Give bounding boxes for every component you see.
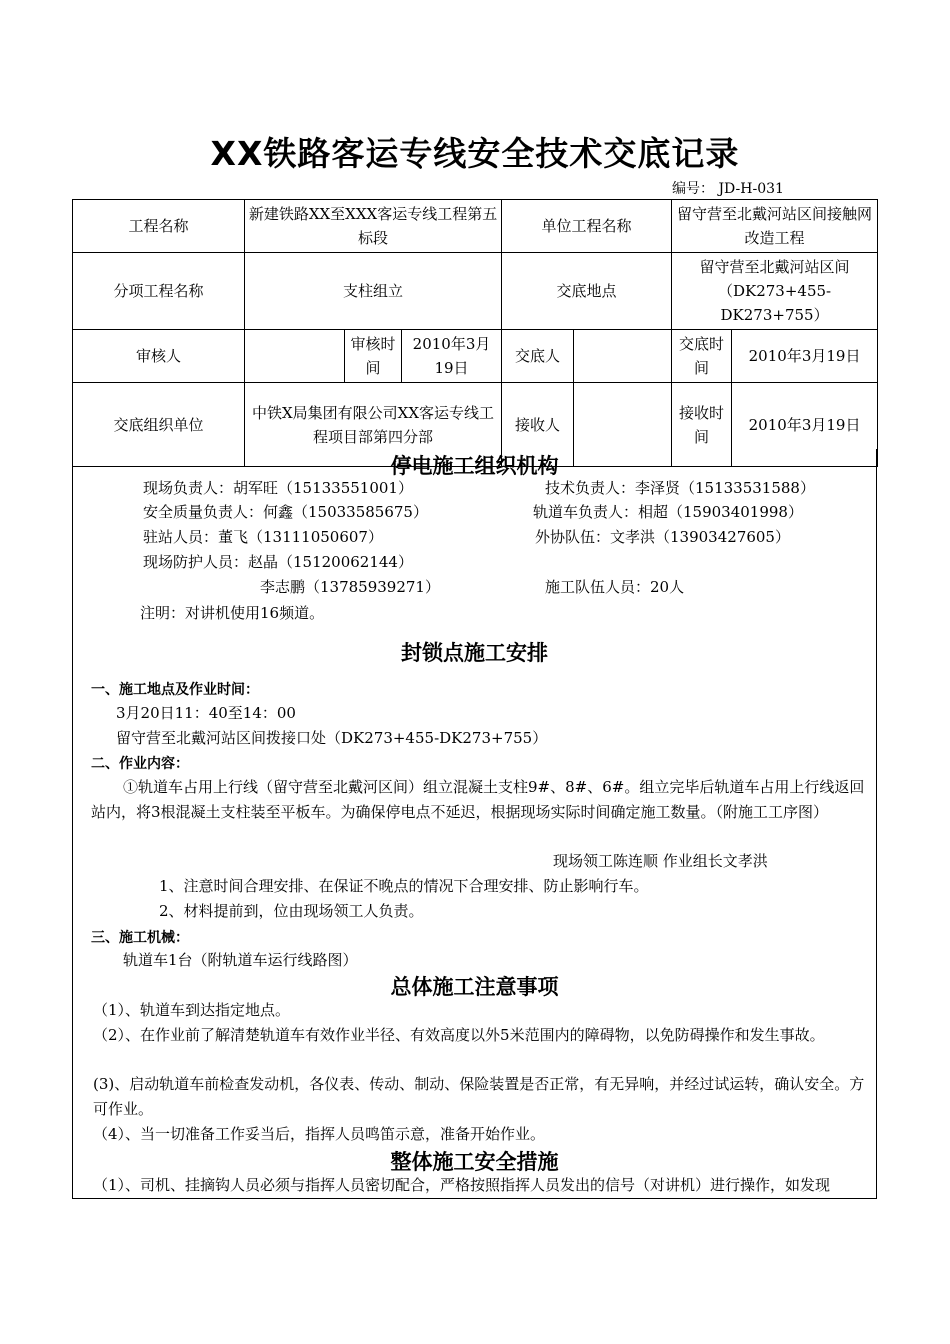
note-2: （2）、在作业前了解清楚轨道车有效作业半径、有效高度以外5米范围内的障碍物，以免防碍操作和发生事故。 (93, 1026, 825, 1044)
work-content: ①轨道车占用上行线（留守营至北戴河区间）组立混凝土支柱9#、8#、6#。组立完毕后轨道车占用上行线返回站内，将3根混凝土支柱装至平板车。为确保停电点不延迟，根据现场实际时间确定施工数量。（附施工工序图） (91, 778, 865, 821)
work-item-2: 2、材料提前到，位由现场领工人负责。 (159, 902, 424, 920)
unit-project-label: 单位工程名称 (502, 200, 672, 253)
sub-project-value: 支柱组立 (245, 253, 502, 330)
content-box (72, 449, 877, 1199)
work-place: 留守营至北戴河站区间拨接口处（DK273+455-DK273+755） (116, 729, 548, 747)
radio-note: 注明：对讲机使用16频道。 (140, 604, 325, 622)
org-value: 中铁X局集团有限公司XX客运专线工程项目部第四分部 (245, 383, 502, 467)
measure-1: （1）、司机、挂摘钩人员必须与指挥人员密切配合，严格按照指挥人员发出的信号（对讲机）进行操作，如发现 (93, 1176, 831, 1194)
review-time-label: 审核时间 (345, 330, 402, 383)
receiver-label: 接收人 (502, 383, 574, 467)
heading-location-time: 一、施工地点及作业时间： (91, 682, 259, 698)
info-table (72, 199, 878, 467)
work-time: 3月20日11：40至14：00 (116, 704, 296, 722)
protection-staff-1: 现场防护人员：赵晶（15120062144） (143, 553, 413, 571)
team-size: 施工队伍人员：20人 (545, 578, 685, 596)
location-value: 留守营至北戴河站区间（DK273+455-DK273+755） (672, 253, 878, 330)
protection-staff-2: 李志鹏（13785939271） (260, 578, 440, 596)
arrangement-title: 封锁点施工安排 (401, 641, 548, 665)
project-name-value: 新建铁路XX至XXX客运专线工程第五标段 (245, 200, 502, 253)
signers: 现场领工陈连顺 作业组长文孝洪 (553, 852, 768, 870)
heading-work-content: 二、作业内容： (91, 756, 189, 772)
briefer-value (574, 330, 672, 383)
receive-time-label: 接收时间 (672, 383, 732, 467)
project-name-label: 工程名称 (73, 200, 245, 253)
reviewer-value (245, 330, 345, 383)
machinery: 轨道车1台（附轨道车运行线路图） (123, 951, 358, 969)
sub-project-label: 分项工程名称 (73, 253, 245, 330)
tech-lead: 技术负责人：李泽贤（15133531588） (545, 479, 815, 497)
brief-time-value: 2010年3月19日 (732, 330, 878, 383)
document-title: XX铁路客运专线安全技术交底记录 (210, 134, 740, 173)
location-label: 交底地点 (502, 253, 672, 330)
note-1: （1）、轨道车到达指定地点。 (93, 1001, 291, 1019)
notes-title: 总体施工注意事项 (390, 975, 559, 999)
briefer-label: 交底人 (502, 330, 574, 383)
site-lead: 现场负责人：胡军旺（15133551001） (143, 479, 413, 497)
safety-lead: 安全质量负责人：何鑫（15033585675） (143, 503, 428, 521)
organization-title: 停电施工组织机构 (390, 454, 559, 478)
measures-title: 整体施工安全措施 (390, 1150, 559, 1174)
document-number: 编号： JD-H-031 (672, 181, 784, 197)
work-item-1: 1、注意时间合理安排、在保证不晚点的情况下合理安排、防止影响行车。 (159, 877, 649, 895)
station-staff: 驻站人员：董飞（13111050607） (143, 528, 383, 546)
heading-machinery: 三、施工机械： (91, 930, 189, 946)
org-label: 交底组织单位 (73, 383, 245, 467)
reviewer-label: 审核人 (73, 330, 245, 383)
note-4: （4）、当一切准备工作妥当后，指挥人员鸣笛示意，准备开始作业。 (93, 1125, 546, 1143)
review-time-value: 2010年3月19日 (402, 330, 502, 383)
note-3: (3)、启动轨道车前检查发动机，各仪表、传动、制动、保险装置是否正常，有无异响，并经过试运转，确认安全。方可作业。 (93, 1075, 865, 1118)
unit-project-value: 留守营至北戴河站区间接触网改造工程 (672, 200, 878, 253)
brief-time-label: 交底时间 (672, 330, 732, 383)
rail-car-lead: 轨道车负责人：相超（15903401998） (533, 503, 803, 521)
receive-time-value: 2010年3月19日 (732, 383, 878, 467)
external-team: 外协队伍：文孝洪（13903427605） (535, 528, 790, 546)
